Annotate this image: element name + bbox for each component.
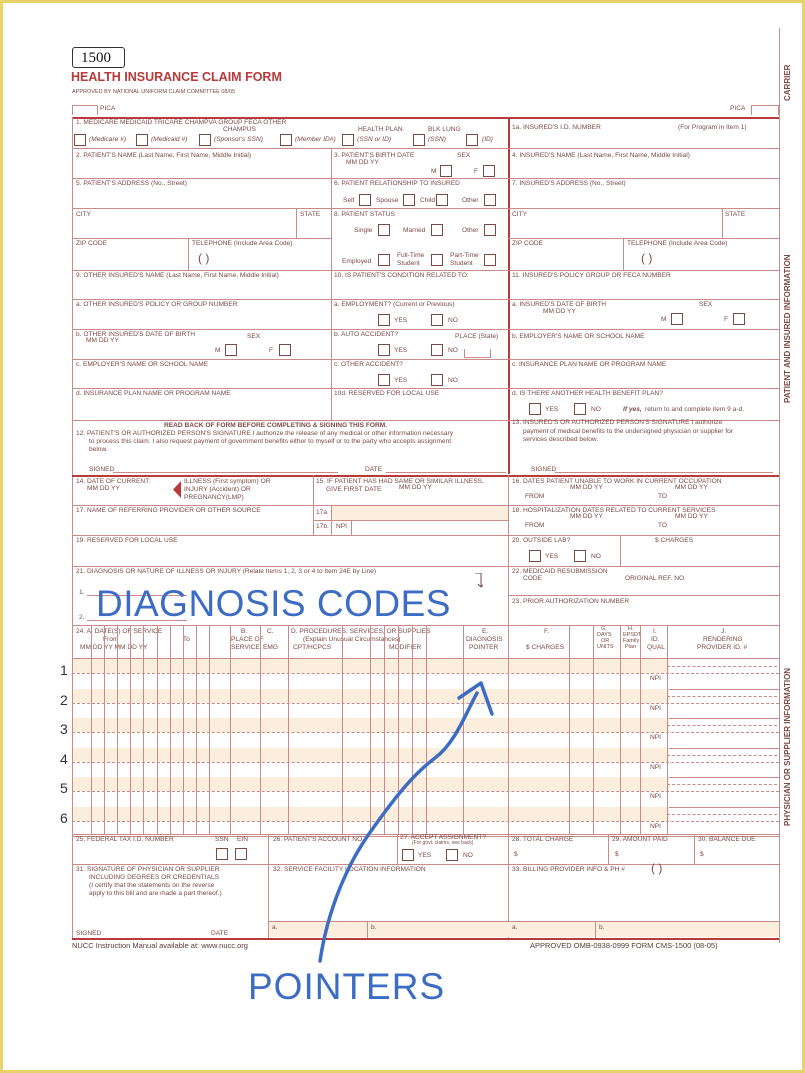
box28-dollar: $ <box>514 851 518 858</box>
box24-mmddyy: MM DD YY MM DD YY <box>80 644 148 651</box>
service-line-npi: NPI <box>650 822 661 830</box>
box11a-label: a. INSURED'S DATE OF BIRTH <box>512 301 607 308</box>
pica-right: PICA <box>730 105 746 112</box>
col-f: F. <box>544 628 550 635</box>
box9c-label: c. EMPLOYER'S NAME OR SCHOOL NAME <box>76 361 209 368</box>
box17b-label: 17b. <box>316 523 329 530</box>
box5-label: 5. PATIENT'S ADDRESS (No., Street) <box>76 180 187 187</box>
rel-other: Other <box>462 197 479 204</box>
another-yes: YES <box>545 406 559 413</box>
box33-parens: ( ) <box>651 861 663 875</box>
auto-yes: YES <box>394 347 408 354</box>
readback-label: READ BACK OF FORM BEFORE COMPLETING & SIGNING THIS FORM. <box>164 422 388 429</box>
box10b-place: PLACE (State) <box>455 333 499 340</box>
box3-sex: SEX <box>457 152 471 159</box>
box31-line2: INCLUDING DEGREES OR CREDENTIALS <box>89 874 220 881</box>
box11c-label: c. INSURANCE PLAN NAME OR PROGRAM NAME <box>512 361 667 368</box>
box18-mmddyy1: MM DD YY <box>570 513 603 520</box>
box19-label: 19. RESERVED FOR LOCAL USE <box>76 537 178 544</box>
diagnosis-codes-annotation: DIAGNOSIS CODES <box>96 583 451 624</box>
box24-label: 24. A. DATE(S) OF SERVICE <box>76 628 163 635</box>
box18-mmddyy2: MM DD YY <box>675 513 708 520</box>
box9b-f: F <box>269 347 274 354</box>
ins-zip-label: ZIP CODE <box>512 240 544 247</box>
box9b-sex: SEX <box>247 333 261 340</box>
box29-label: 29. AMOUNT PAID <box>612 836 668 843</box>
ins-state-label: STATE <box>725 211 746 218</box>
box18-from: FROM <box>525 522 545 529</box>
box20-label: 20. OUTSIDE LAB? <box>512 537 571 544</box>
fulltime-student: Student <box>397 260 420 267</box>
hand-drawn-arrow-icon <box>3 3 802 1070</box>
box11a-mmddyy: MM DD YY <box>543 308 576 315</box>
box18-to: TO <box>658 522 668 529</box>
fulltime-label: Full-Time <box>397 252 425 259</box>
col-d-modifier: MODIFIER <box>389 644 422 651</box>
box8-label: 8. PATIENT STATUS <box>334 211 395 218</box>
service-line-number: 2 <box>60 691 68 708</box>
col-e: E. <box>482 628 489 635</box>
carrier-label: CARRIER <box>783 64 792 101</box>
box31-date: DATE <box>211 930 229 937</box>
col-d-explain: (Explain Unusual Circumstances) <box>303 636 401 643</box>
box20-charges: $ CHARGES <box>655 537 694 544</box>
box23-label: 23. PRIOR AUTHORIZATION NUMBER <box>512 598 630 605</box>
service-line-number: 6 <box>60 809 68 826</box>
box3-label: 3. PATIENT'S BIRTH DATE <box>334 152 415 159</box>
ifyes-bold: If yes, <box>623 406 642 413</box>
col-j-rendering: RENDERING <box>703 636 743 643</box>
box3-mmddyy: MM DD YY <box>346 159 379 166</box>
zip-label: ZIP CODE <box>76 240 108 247</box>
col-i-id: ID. <box>651 636 660 643</box>
box9-label: 9. OTHER INSURED'S NAME (Last Name, First Name, Middle Initial) <box>76 272 279 279</box>
other-acc-no: NO <box>448 377 458 384</box>
box25-ssn: SSN <box>215 836 229 843</box>
box14-mmddyy: MM DD YY <box>87 485 120 492</box>
service-line-number: 1 <box>60 662 68 678</box>
box3-f: F <box>474 168 479 175</box>
form-number: 1500 <box>81 50 111 66</box>
col-d-cpt: CPT/HCPCS <box>293 644 332 651</box>
status-single: Single <box>354 227 373 234</box>
box1a-label: 1a. INSURED'S I.D. NUMBER <box>512 124 601 131</box>
ins-city-label: CITY <box>512 211 528 218</box>
another-no: NO <box>591 406 601 413</box>
box14-illness: ILLNESS (First symptom) OR <box>184 478 271 485</box>
box11-label: 11. INSURED'S POLICY GROUP OR FECA NUMBER <box>512 272 671 279</box>
ins-tel-parens: ( ) <box>641 251 653 265</box>
physician-info-label: PHYSICIAN OR SUPPLIER INFORMATION <box>783 667 792 826</box>
box33-a: a. <box>512 924 518 931</box>
box9b-mmddyy: MM DD YY <box>86 337 119 344</box>
box30-dollar: $ <box>700 851 704 858</box>
champva-opt: (Member ID#) <box>295 136 336 143</box>
box1-label: 1. MEDICARE MEDICAID TRICARE CHAMPVA GROUP FECA OTHER <box>76 119 287 126</box>
lab-yes: YES <box>545 553 559 560</box>
service-line-npi: NPI <box>650 704 661 712</box>
box10c-label: c. OTHER ACCIDENT? <box>334 361 403 368</box>
box11d-label: d. IS THERE ANOTHER HEALTH BENEFIT PLAN? <box>512 390 663 397</box>
ifyes-rest: return to and complete item 9 a-d. <box>645 406 744 413</box>
col-h-epsdt: EPSDT <box>623 632 642 638</box>
footer-right: APPROVED OMB-0938-0999 FORM CMS-1500 (08-05) <box>530 941 718 950</box>
col-e-pointer: POINTER <box>469 644 499 651</box>
employment-yes: YES <box>394 317 408 324</box>
service-line-npi: NPI <box>650 675 661 682</box>
parttime-label: Part-Time <box>450 252 479 259</box>
other-opt: (ID) <box>482 136 493 143</box>
box31-line1: 31. SIGNATURE OF PHYSICIAN OR SUPPLIER <box>76 866 220 873</box>
box11a-m: M <box>661 316 667 323</box>
col-j: J. <box>721 628 727 635</box>
box15-label: 15. IF PATIENT HAS HAD SAME OR SIMILAR ILLNESS. <box>316 478 484 485</box>
box27-note: (For govt. claims, see back) <box>412 840 474 846</box>
service-line-number: 5 <box>60 780 68 796</box>
box10b-label: b. AUTO ACCIDENT? <box>334 331 399 338</box>
box12-line1: 12. PATIENT'S OR AUTHORIZED PERSON'S SIGNATURE I authorize the release of any medical or other information necessary <box>76 430 454 437</box>
col-g-days: DAYS <box>597 632 612 638</box>
box3-m: M <box>431 168 437 175</box>
col-i-qual: QUAL <box>647 644 665 651</box>
pointers-annotation: POINTERS <box>248 966 446 1007</box>
employment-no: NO <box>448 317 458 324</box>
service-line-npi: NPI <box>650 793 661 800</box>
box16-mmddyy1: MM DD YY <box>570 484 603 491</box>
box21-label: 21. DIAGNOSIS OR NATURE OF ILLNESS OR INJURY (Relate Items 1, 2, 3 or 4 to Item 24E by Line) <box>76 568 377 575</box>
col-g-units: UNITS <box>597 644 614 650</box>
service-line-npi: NPI <box>650 763 661 771</box>
rel-child: Child <box>420 197 436 204</box>
box15-mmddyy: MM DD YY <box>399 484 432 491</box>
employed-label: Employed <box>342 258 372 265</box>
feca-opt: (SSN) <box>428 136 446 143</box>
diag-1: 1. <box>79 589 85 596</box>
col-e-diagnosis: DIAGNOSIS <box>466 636 503 643</box>
col-d: D. PROCEDURES, SERVICES, OR SUPPLIES <box>291 628 431 635</box>
box14-preg: PREGNANCY(LMP) <box>184 494 244 501</box>
group-opt: (SSN or ID) <box>357 136 392 143</box>
box32-a: a. <box>272 924 278 931</box>
status-married: Married <box>403 227 426 234</box>
box29-dollar: $ <box>615 851 619 858</box>
box9b-label: b. OTHER INSURED'S DATE OF BIRTH <box>76 331 195 338</box>
box14-label: 14. DATE OF CURRENT: <box>76 478 151 485</box>
col-f-charges: $ CHARGES <box>526 644 565 651</box>
service-line-number: 4 <box>60 750 68 767</box>
col-h-plan: Plan <box>625 644 637 650</box>
col-c-emg: EMG <box>263 644 279 651</box>
col-g: G. <box>601 626 607 632</box>
ins-tel-label: TELEPHONE (Include Area Code) <box>627 240 728 247</box>
auto-no: NO <box>448 347 458 354</box>
col-c: C. <box>267 628 274 635</box>
box10a-label: a. EMPLOYMENT? (Current or Previous) <box>334 301 455 308</box>
box17b-npi: NPI <box>336 523 347 530</box>
accept-yes: YES <box>418 852 432 859</box>
box25-label: 25. FEDERAL TAX I.D. NUMBER <box>76 836 174 843</box>
box16-to: TO <box>658 493 668 500</box>
box6-label: 6. PATIENT RELATIONSHIP TO INSURED <box>334 180 460 187</box>
tricare-opt: (Sponsor's SSN) <box>214 136 263 143</box>
box27-label: 27. ACCEPT ASSIGNMENT? <box>400 834 486 841</box>
box16-mmddyy2: MM DD YY <box>675 484 708 491</box>
status-other: Other <box>462 227 479 234</box>
box9a-label: a. OTHER INSURED'S POLICY OR GROUP NUMBER <box>76 301 238 308</box>
box33-label: 33. BILLING PROVIDER INFO & PH # <box>512 866 625 873</box>
tel-parens: ( ) <box>198 251 210 265</box>
footer-left: NUCC Instruction Manual available at: www.nucc.org <box>72 941 248 950</box>
box11a-f: F <box>724 316 729 323</box>
box1-champus: CHAMPUS <box>223 126 256 133</box>
box13-line1: 13. INSURED'S OR AUTHORIZED PERSON'S SIGNATURE I authorize <box>512 419 723 426</box>
rel-self: Self <box>343 197 355 204</box>
box13-signed: SIGNED <box>531 466 557 473</box>
box22-label: 22. MEDICAID RESUBMISSION <box>512 568 608 575</box>
box18-label: 18. HOSPITALIZATION DATES RELATED TO CURRENT SERVICES <box>512 507 716 514</box>
rel-spouse: Spouse <box>376 197 399 204</box>
box33-b: b. <box>599 924 605 931</box>
box9d-label: d. INSURANCE PLAN NAME OR PROGRAM NAME <box>76 390 231 397</box>
box26-label: 26. PATIENT'S ACCOUNT NO. <box>273 836 365 843</box>
box1a-note: (For Program in Item 1) <box>678 124 747 131</box>
box28-label: 28. TOTAL CHARGE <box>512 836 574 843</box>
box2-label: 2. PATIENT'S NAME (Last Name, First Name, Middle Initial) <box>76 152 252 159</box>
form-title: HEALTH INSURANCE CLAIM FORM <box>71 70 282 84</box>
col-b-service: SERVICE <box>231 644 260 651</box>
state-label: STATE <box>300 211 321 218</box>
service-line-number: 3 <box>60 721 68 737</box>
box11b-label: b. EMPLOYER'S NAME OR SCHOOL NAME <box>512 333 645 340</box>
tel-label: TELEPHONE (Include Area Code) <box>192 240 293 247</box>
col-j-provider: PROVIDER ID. # <box>697 644 748 651</box>
box17a-label: 17a. <box>316 509 329 516</box>
col-h: H. <box>628 626 634 632</box>
box12-date: DATE <box>365 466 383 473</box>
box31-line4: apply to this bill and are made a part thereof.) <box>89 890 222 897</box>
medicaid-opt: (Medicaid #) <box>151 136 188 143</box>
box1-blk: BLK LUNG <box>428 126 461 133</box>
accept-no: NO <box>463 852 473 859</box>
box10d-label: 10d. RESERVED FOR LOCAL USE <box>334 390 440 397</box>
col-b: B. <box>241 628 248 635</box>
box16-from: FROM <box>525 493 545 500</box>
box4-label: 4. INSURED'S NAME (Last Name, First Name, Middle Initial) <box>512 152 690 159</box>
box12-line3: below. <box>89 446 108 453</box>
parttime-student: Student <box>450 260 473 267</box>
approved-by: APPROVED BY NATIONAL UNIFORM CLAIM COMMITTEE 08/05 <box>72 89 236 95</box>
box1-hp: HEALTH PLAN <box>358 126 403 133</box>
box15-label2: GIVE FIRST DATE <box>326 486 382 493</box>
box7-label: 7. INSURED'S ADDRESS (No., Street) <box>512 180 626 187</box>
box11a-sex: SEX <box>699 301 713 308</box>
box22-ref: ORIGINAL REF. NO. <box>625 575 686 582</box>
box31-signed: SIGNED <box>76 930 102 937</box>
box30-label: 30. BALANCE DUE <box>698 836 756 843</box>
col-h-family: Family <box>623 638 640 644</box>
patient-info-label: PATIENT AND INSURED INFORMATION <box>783 254 792 403</box>
service-line-npi: NPI <box>650 734 661 741</box>
box9b-m: M <box>215 347 221 354</box>
medicare-opt: (Medicare #) <box>89 136 127 143</box>
box32-label: 32. SERVICE FACILITY LOCATION INFORMATION <box>273 866 426 873</box>
box32-b: b. <box>371 924 377 931</box>
col-i: I. <box>653 628 657 635</box>
box22-code: CODE <box>523 575 543 582</box>
box24-to: To <box>183 636 190 643</box>
box25-ein: EIN <box>237 836 248 843</box>
box16-label: 16. DATES PATIENT UNABLE TO WORK IN CURRENT OCCUPATION <box>512 478 722 485</box>
box24-from: From <box>103 636 119 643</box>
box13-line2: payment of medical benefits to the undersigned physician or supplier for <box>523 428 734 435</box>
pica-left: PICA <box>100 105 116 112</box>
box31-line3: (I certify that the statements on the reverse <box>89 882 215 889</box>
col-g-or: OR <box>601 638 610 644</box>
lab-no: NO <box>591 553 601 560</box>
box10-label: 10. IS PATIENT'S CONDITION RELATED TO: <box>334 272 469 279</box>
claim-form-page <box>3 3 802 1070</box>
other-acc-yes: YES <box>394 377 408 384</box>
diag-2: 2. <box>79 614 85 621</box>
box14-injury: INJURY (Accident) OR <box>184 486 251 493</box>
box13-line3: services described below. <box>523 436 599 443</box>
col-b-place: PLACE OF <box>231 636 264 643</box>
box12-signed: SIGNED <box>89 466 115 473</box>
city-label: CITY <box>76 211 92 218</box>
box12-line2: to process this claim. I also request payment of government benefits either to myself or to the party who accepts assignment <box>89 438 452 445</box>
box17-label: 17. NAME OF REFERRING PROVIDER OR OTHER SOURCE <box>76 507 261 514</box>
